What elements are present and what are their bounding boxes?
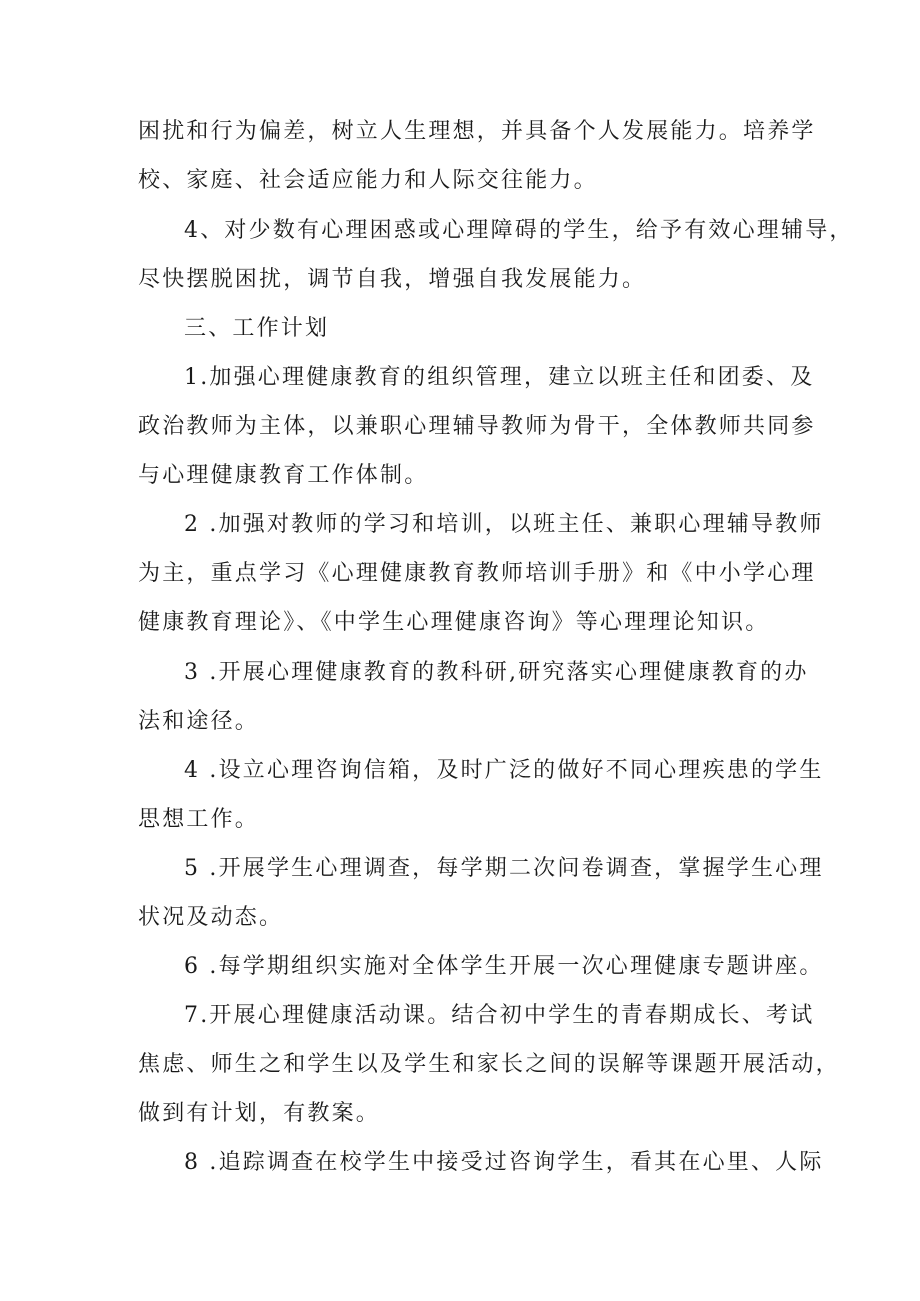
text-line: 5 .开展学生心理调查，每学期二次问卷调查，掌握学生心理	[184, 856, 824, 881]
text-line: 政治教师为主体，以兼职心理辅导教师为骨干，全体教师共同参	[138, 414, 816, 439]
text-line: 思想工作。	[138, 807, 260, 832]
text-line: 7.开展心理健康活动课。结合初中学生的青春期成长、考试	[184, 1003, 815, 1028]
text-line: 6 .每学期组织实施对全体学生开展一次心理健康专题讲座。	[184, 954, 824, 979]
text-line: 困扰和行为偏差，树立人生理想，并具备个人发展能力。培养学	[138, 119, 816, 144]
text-line: 尽快摆脱困扰，调节自我，增强自我发展能力。	[138, 267, 647, 292]
text-line: 4、对少数有心理困惑或心理障碍的学生，给予有效心理辅导，	[184, 218, 854, 243]
text-line: 健康教育理论》、《中学生心理健康咨询》等心理理论知识。	[138, 610, 770, 635]
text-line: 2 .加强对教师的学习和培训，以班主任、兼职心理辅导教师	[184, 512, 824, 537]
text-line: 校、家庭、社会适应能力和人际交往能力。	[138, 168, 598, 193]
text-line: 焦虑、师生之和学生以及学生和家长之间的误解等课题开展活动，	[138, 1052, 840, 1077]
text-line: 状况及动态。	[138, 905, 284, 930]
section-heading: 三、工作计划	[184, 316, 330, 341]
text-line: 法和途径。	[138, 709, 260, 734]
text-line: 与心理健康教育工作体制。	[138, 463, 429, 488]
text-line: 8 .追踪调查在校学生中接受过咨询学生，看其在心里、人际	[184, 1150, 824, 1175]
text-line: 1.加强心理健康教育的组织管理，建立以班主任和团委、及	[184, 365, 815, 390]
text-line: 为主，重点学习《心理健康教育教师培训手册》和《中小学心理	[138, 561, 816, 586]
text-line: 3 .开展心理健康教育的教科研,研究落实心理健康教育的办	[184, 660, 809, 685]
text-line: 4 .设立心理咨询信箱，及时广泛的做好不同心理疾患的学生	[184, 758, 824, 783]
text-line: 做到有计划，有教案。	[138, 1101, 381, 1126]
